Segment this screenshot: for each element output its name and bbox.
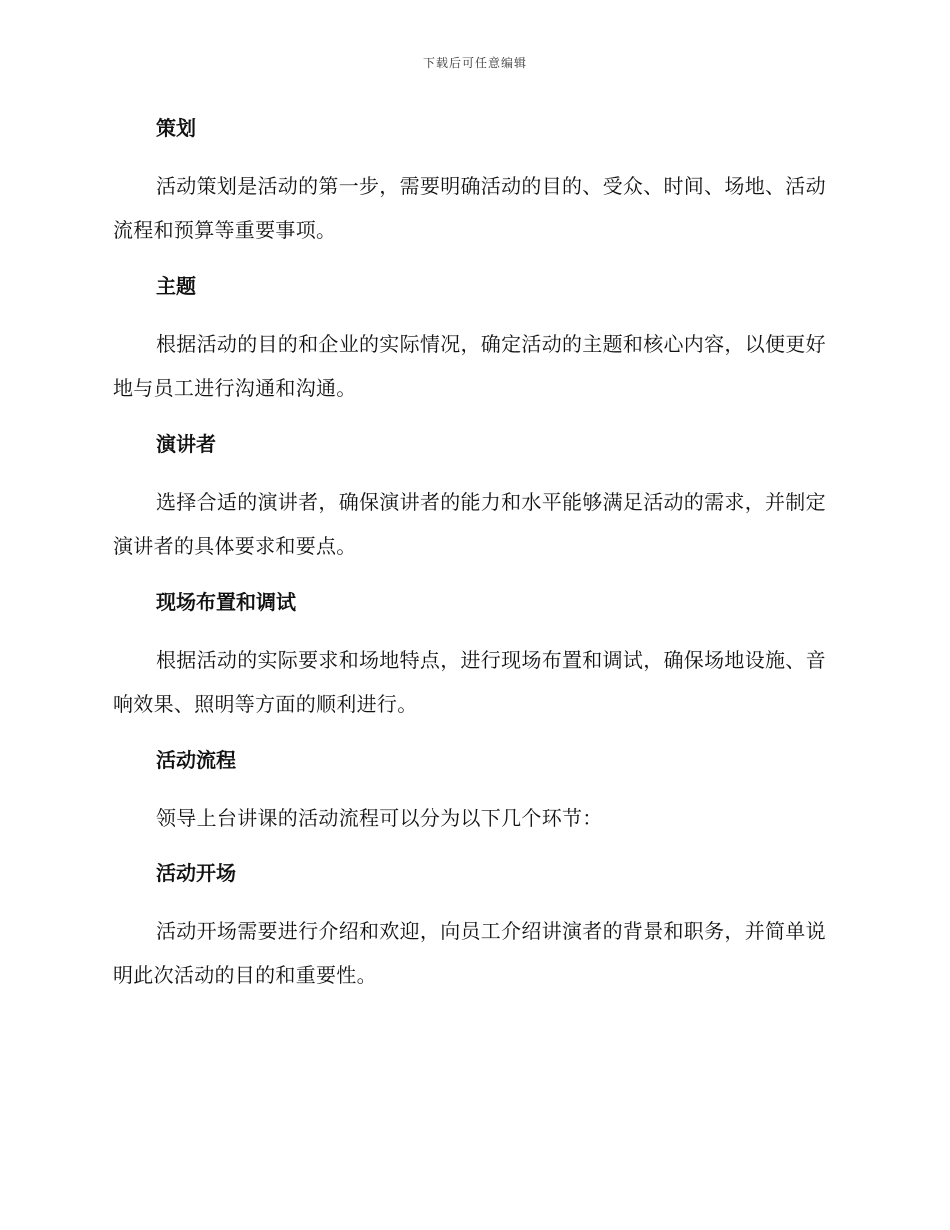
section-body-venue-setup: 根据活动的实际要求和场地特点，进行现场布置和调试，确保场地设施、音响效果、照明等方面的顺利进行。 [113,648,826,716]
section-heading-venue-setup: 现场布置和调试 [156,590,296,614]
page-header-note: 下载后可任意编辑 [422,56,527,70]
section-heading-opening: 活动开场 [156,861,236,885]
section-heading-speaker: 演讲者 [156,432,216,456]
section-heading-planning: 策划 [156,116,196,140]
section-body-process: 领导上台讲课的活动流程可以分为以下几个环节： [156,806,603,830]
document-content [113,112,833,1015]
section-body-speaker: 选择合适的演讲者，确保演讲者的能力和水平能够满足活动的需求，并制定演讲者的具体要求和要点。 [113,490,826,558]
section-heading-process: 活动流程 [156,748,236,772]
section-heading-theme: 主题 [156,274,196,298]
section-body-opening: 活动开场需要进行介绍和欢迎，向员工介绍讲演者的背景和职务，并简单说明此次活动的目的和重要性。 [113,919,826,987]
section-body-theme: 根据活动的目的和企业的实际情况，确定活动的主题和核心内容，以便更好地与员工进行沟通和沟通。 [113,332,826,400]
section-body-planning: 活动策划是活动的第一步，需要明确活动的目的、受众、时间、场地、活动流程和预算等重要事项。 [113,174,826,242]
